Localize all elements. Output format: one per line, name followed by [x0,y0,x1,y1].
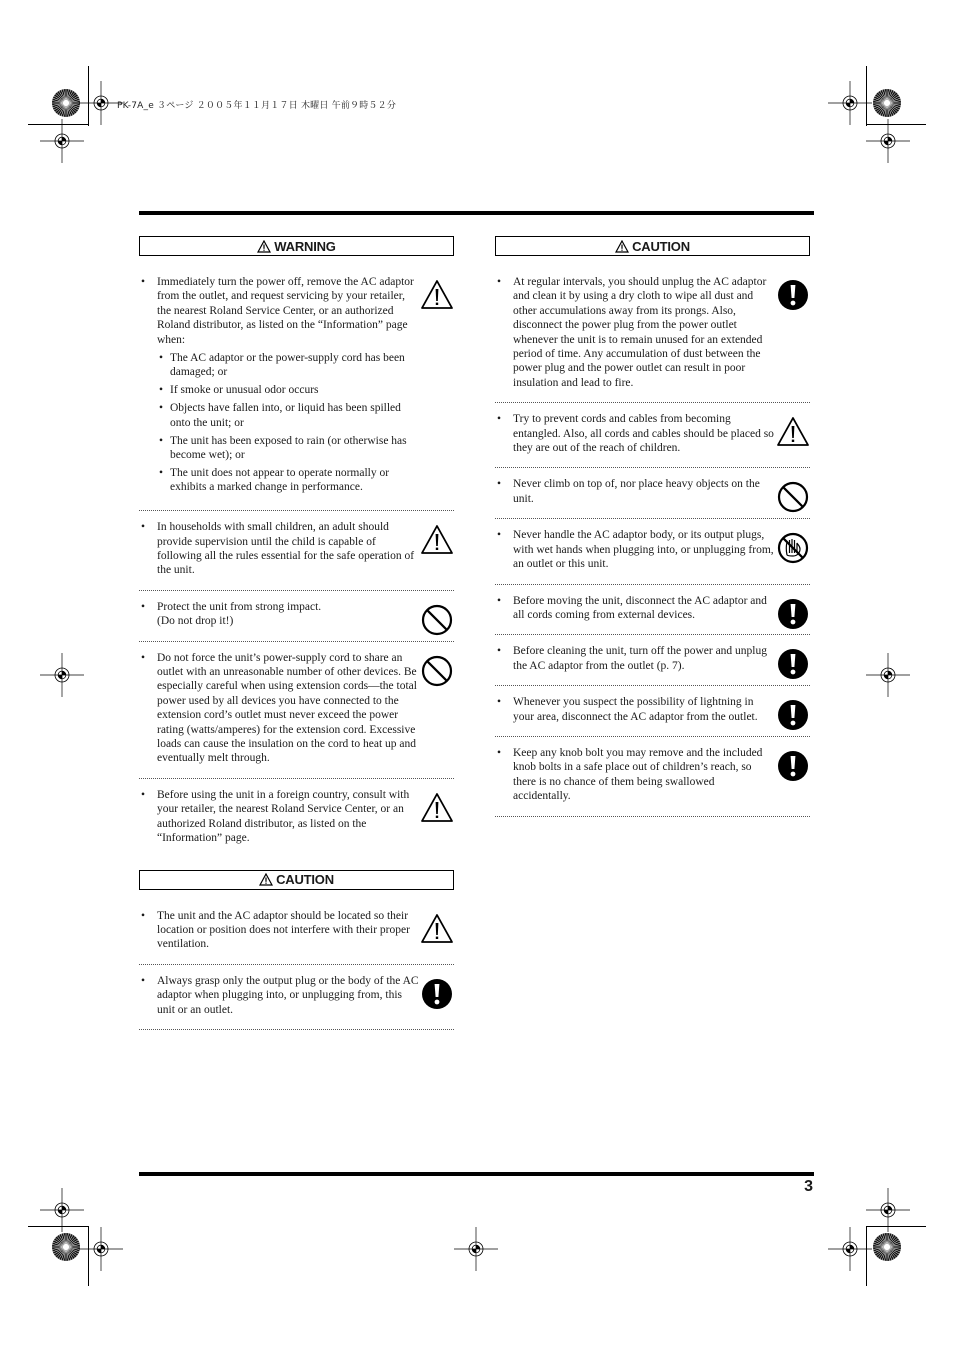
mandatory-icon [776,698,810,732]
crop-mark-line [866,1226,926,1227]
registration-crosshair-icon [866,653,910,697]
safety-item-text [139,974,419,1017]
safety-item-text [495,644,775,673]
safety-item [495,403,810,468]
crop-mark-line [866,66,867,126]
sub-list-item: • If smoke or unusual odor occurs [157,383,419,397]
no-wet-hands-icon [776,531,810,565]
safety-item-text [139,600,419,629]
safety-item-text [139,651,419,766]
registration-starburst-icon [51,88,81,118]
prohibition-icon [420,654,454,688]
item-text: • Whenever you suspect the possibility of lightning in your area, disconnect the AC adaptor from the outlet. [513,696,758,723]
sub-list-item: • The AC adaptor or the power-supply cord has been damaged; or [157,351,419,380]
registration-crosshair-icon [40,119,84,163]
warning-triangle-icon [420,278,454,312]
right-column [495,236,810,817]
caution-small-icon [259,873,273,886]
crop-mark-line [28,124,88,125]
safety-item-text [495,275,775,390]
safety-item [495,737,810,817]
safety-item [495,686,810,737]
crop-mark-line [866,1226,867,1286]
registration-crosshair-icon [454,1227,498,1271]
safety-item [495,519,810,584]
warning-triangle-icon [420,912,454,946]
prohibition-icon [776,480,810,514]
print-info-header: PK-7A_e ３ページ ２００５年１１月１７日 木曜日 午前９時５２分 [117,101,397,111]
registration-starburst-icon [872,1232,902,1262]
caution-small-icon [615,240,629,253]
mandatory-icon [776,647,810,681]
safety-item-text [139,520,419,578]
sub-list-item: • Objects have fallen into, or liquid has been spilled onto the unit; or [157,401,419,430]
warning-list [139,256,454,858]
left-column [139,236,454,1030]
safety-item [139,642,454,779]
warning-small-icon [257,240,271,253]
item-text: • Before cleaning the unit, turn off the power and unplug the AC adaptor from the outlet (p. 7). [513,645,767,672]
item-text: • At regular intervals, you should unplug the AC adaptor and clean it by using a dry cloth to wipe all dust and other accumulations away from its prongs. Also, disconnect the power plug from the power outlet whenever the unit is to remain unused for an extended period of time. Any accumulation of dust between the power plug and the power outlet can result in poor insulation and lead to fire. [513,276,767,389]
warning-header [139,236,454,256]
item-text: • Do not force the unit’s power-supply cord to share an outlet with an unreasonable number of other devices. Be especially careful when using extension cords—the total power used by all devices you have connected to the extension cord’s outlet must never exceed the power rating (watts/amperes) for the extension cord. Excessive loads can cause the insulation on the cord to heat up and eventually melt through. [157,651,417,765]
safety-item-text [495,412,775,455]
caution-title-right: CAUTION [632,238,690,254]
caution-list-left [139,890,454,1030]
prohibition-icon [420,603,454,637]
caution-list-right [495,256,810,817]
item-text: • Try to prevent cords and cables from becoming entangled. Also, all cords and cables should be placed so they are out of the reach of children. [513,413,774,455]
item-text: • In households with small children, an adult should provide supervision until the child is capable of following all the rules essential for the safe operation of the unit. [157,521,415,577]
safety-item [495,585,810,636]
safety-item [139,266,454,511]
item-text: • Immediately turn the power off, remove the AC adaptor from the outlet, and request servicing by your retailer, the nearest Roland Service Center, or an authorized Roland distributor, as listed on the “Information” page when: [157,276,414,346]
registration-starburst-icon [51,1232,81,1262]
caution-header-right [495,236,810,256]
safety-item [139,965,454,1030]
safety-item [139,900,454,965]
item-text: • Always grasp only the output plug or the body of the AC adaptor when plugging into, or unplugging from, this unit or an outlet. [157,974,419,1016]
mandatory-icon [776,278,810,312]
item-text: • Never handle the AC adaptor body, or its output plugs, with wet hands when plugging into, or unplugging from, an outlet or this unit. [513,529,774,571]
warning-triangle-icon [420,791,454,825]
registration-crosshair-icon [866,119,910,163]
safety-item [495,635,810,686]
warning-triangle-icon [420,523,454,557]
registration-starburst-icon [872,88,902,118]
item-text: • Never climb on top of, nor place heavy objects on the unit. [513,478,760,505]
safety-item [495,468,810,519]
crop-mark-line [28,1226,88,1227]
registration-crosshair-icon [79,1227,123,1271]
item-text: • Before using the unit in a foreign country, consult with your retailer, the nearest Roland Service Center, or an authorized Roland distributor, as listed on the “Information” page. [157,788,410,845]
mandatory-icon [776,597,810,631]
safety-item-text [495,477,775,506]
mandatory-icon [420,977,454,1011]
caution-header-left [139,870,454,890]
safety-item [139,591,454,642]
item-text: • Protect the unit from strong impact. [157,600,322,613]
warning-triangle-icon [776,415,810,449]
item-text: • Keep any knob bolt you may remove and the included knob bolts in a safe place out of children’s reach, so there is no chance of them being swallowed accidentally. [513,746,763,803]
safety-item-text [495,594,775,623]
safety-item-text [495,528,775,571]
safety-item-text [495,695,775,724]
sub-list-item: • The unit has been exposed to rain (or otherwise has become wet); or [157,434,419,463]
safety-item-text [495,746,775,804]
registration-crosshair-icon [40,653,84,697]
warning-title: WARNING [274,238,336,254]
page-number: 3 [804,1178,813,1195]
safety-item-text [139,275,419,495]
item-text-line2: (Do not drop it!) [157,615,234,628]
sub-list [157,351,419,495]
item-text: • Before moving the unit, disconnect the AC adaptor and all cords coming from external devices. [513,594,767,621]
crop-mark-line [88,1226,89,1286]
mandatory-icon [776,749,810,783]
sub-list-item: • The unit does not appear to operate normally or exhibits a marked change in performance. [157,466,419,495]
safety-item-text [139,788,419,846]
crop-mark-line [866,124,926,125]
caution-title-left: CAUTION [276,872,334,887]
top-rule [139,211,814,215]
safety-item-text [139,909,419,952]
safety-item [139,511,454,591]
item-text: • The unit and the AC adaptor should be located so their location or position does not interfere with their proper ventilation. [157,909,410,951]
crop-mark-line [88,66,89,126]
safety-item [139,779,454,858]
bottom-rule [139,1172,814,1176]
safety-item [495,266,810,403]
